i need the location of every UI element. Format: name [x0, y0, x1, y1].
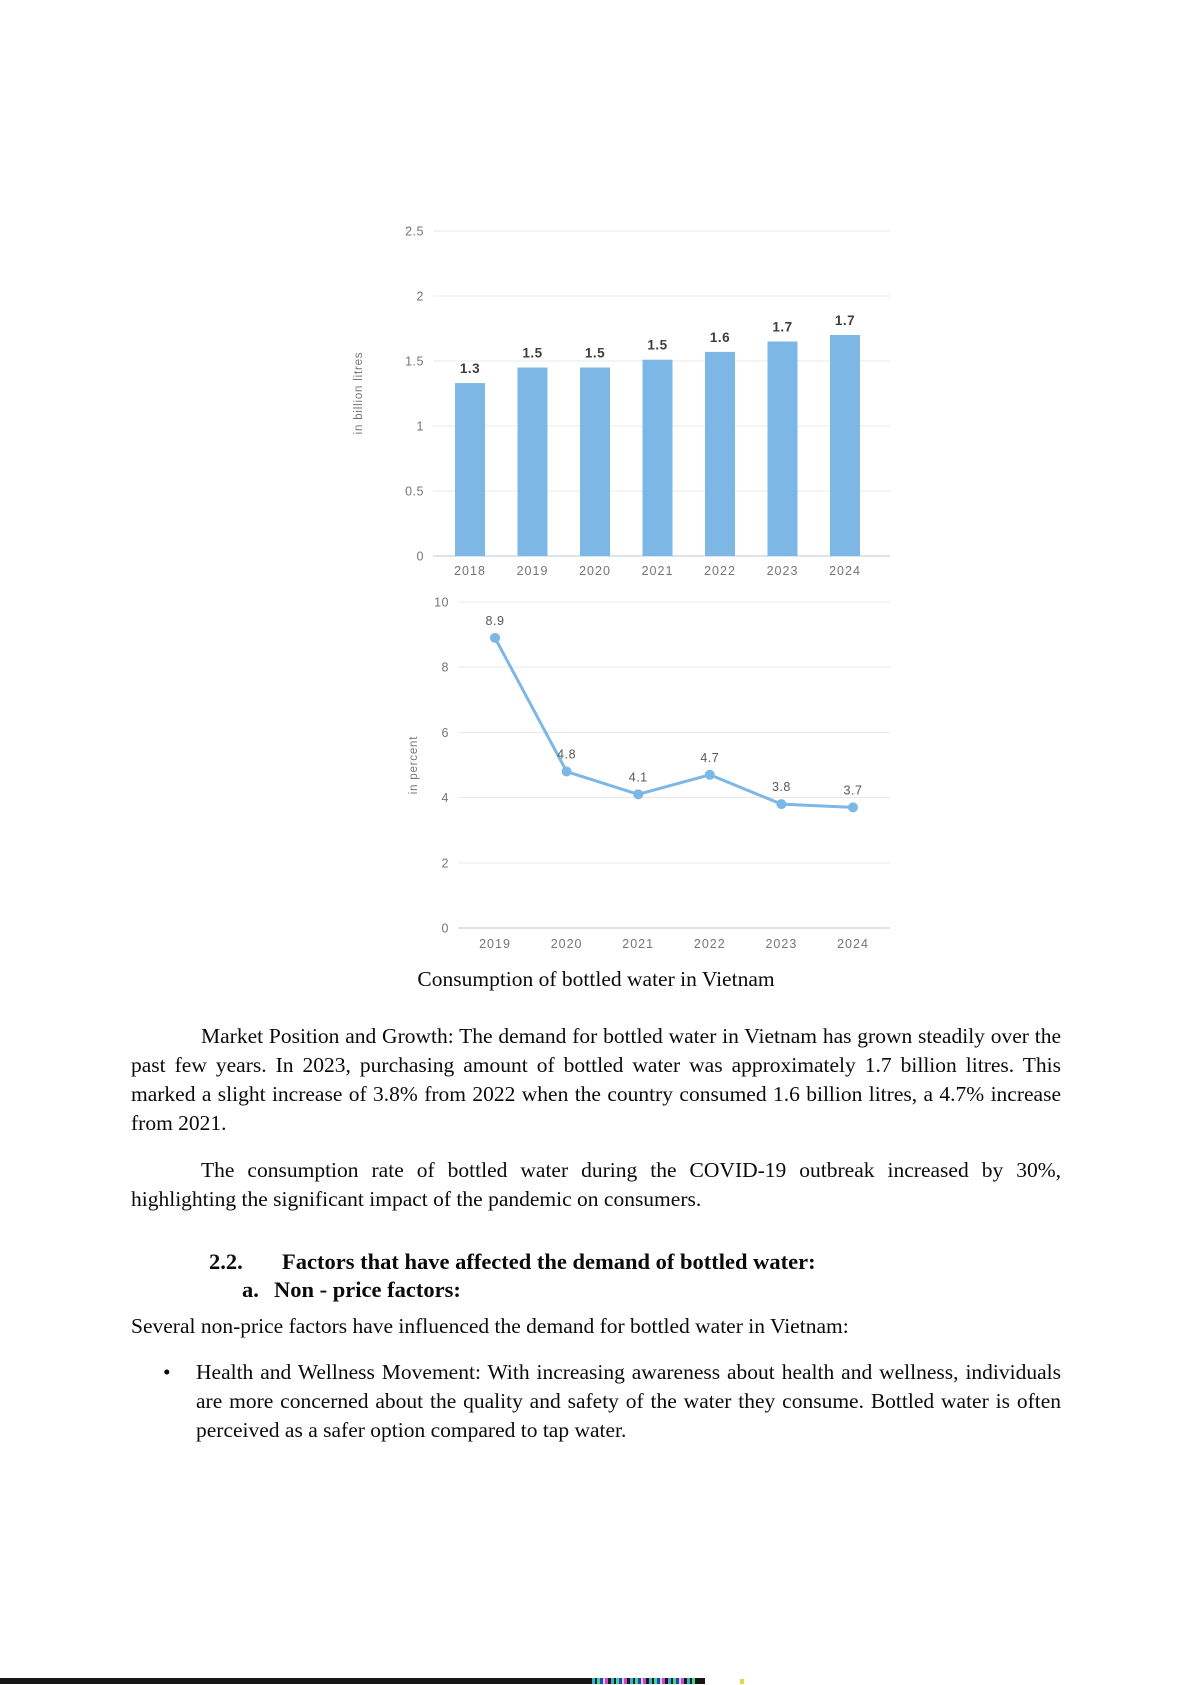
- data-point-2020: [562, 767, 572, 777]
- paragraph-market-position: Market Position and Growth: The demand for bottled water in Vietnam has grown steadily over the past few years. In 2023, purchasing amount of bottled water was approximately 1.7 billion litres. This marked a slight increase of 3.8% from 2022 when the country consumed 1.6 billion litres, a 4.7% increase from 2021.: [131, 1024, 1061, 1135]
- point-value-label: 3.7: [843, 783, 863, 798]
- bar-2024: [830, 335, 860, 556]
- data-point-2022: [705, 770, 715, 780]
- bar-2023: [768, 342, 798, 557]
- subsection-heading: [242, 1275, 461, 1304]
- y-tick-label: 1.5: [405, 354, 424, 369]
- line-series: [495, 638, 853, 808]
- y-tick-label: 0.5: [405, 484, 424, 499]
- bar-2021: [643, 360, 673, 556]
- page-bottom-cutoff-yellow-mark: [740, 1679, 744, 1684]
- data-point-2024: [848, 802, 858, 812]
- paragraph-nonprice-intro: Several non-price factors have influenced the demand for bottled water in Vietnam:: [131, 1314, 849, 1338]
- x-tick-label: 2019: [516, 564, 549, 578]
- y-tick-label: 4: [441, 791, 449, 806]
- x-tick-label: 2019: [479, 937, 511, 951]
- bar-value-label: 1.7: [834, 313, 856, 328]
- page-bottom-cutoff-dash: [695, 1678, 705, 1684]
- x-tick-label: 2021: [622, 937, 655, 951]
- point-value-label: 4.1: [628, 770, 648, 785]
- x-tick-label: 2020: [550, 937, 583, 951]
- bullet-marker: •: [163, 1360, 171, 1384]
- point-value-label: 8.9: [485, 613, 505, 628]
- y-tick-label: 1: [416, 419, 424, 434]
- data-point-2023: [776, 799, 786, 809]
- x-tick-label: 2022: [704, 564, 736, 578]
- bar-2018: [455, 383, 485, 556]
- page-bottom-cutoff-bar: [0, 1678, 592, 1684]
- y-tick-label: 0: [416, 549, 424, 564]
- bar-value-label: 1.6: [709, 329, 731, 345]
- y-axis-title: in percent: [408, 735, 420, 795]
- data-point-2021: [633, 789, 643, 799]
- bottled-water-bar-chart: [335, 195, 915, 595]
- bullet-item-health-wellness: Health and Wellness Movement: With increasing awareness about health and wellness, individuals are more concerned about the quality and safety of the water they consume. Bottled water is often perceived as a safer option compared to tap water.: [196, 1360, 1061, 1442]
- x-tick-label: 2020: [579, 564, 611, 578]
- y-tick-label: 8: [441, 660, 449, 675]
- y-tick-label: 0: [441, 921, 449, 936]
- section-heading: [209, 1247, 816, 1276]
- point-value-label: 3.8: [771, 780, 791, 795]
- x-tick-label: 2024: [829, 564, 861, 578]
- subsection-heading-number: a.: [242, 1277, 259, 1302]
- data-point-2019: [490, 633, 500, 643]
- x-tick-label: 2018: [454, 564, 486, 578]
- section-heading-number: 2.2.: [209, 1249, 243, 1274]
- subsection-heading-text: Non - price factors:: [274, 1277, 461, 1302]
- bar-value-label: 1.3: [459, 361, 481, 377]
- point-value-label: 4.7: [700, 750, 720, 765]
- bar-value-label: 1.5: [647, 337, 668, 353]
- section-heading-text: Factors that have affected the demand of bottled water:: [282, 1249, 816, 1274]
- x-tick-label: 2024: [837, 937, 869, 951]
- y-tick-label: 6: [441, 725, 449, 740]
- figure-caption: Consumption of bottled water in Vietnam: [417, 967, 775, 991]
- y-tick-label: 2: [416, 289, 424, 304]
- bar-2022: [705, 352, 735, 556]
- y-tick-label: 2.5: [405, 224, 424, 239]
- bar-2020: [580, 368, 610, 557]
- bar-value-label: 1.7: [772, 319, 793, 335]
- growth-rate-line-chart: [335, 545, 915, 965]
- x-tick-label: 2022: [693, 937, 726, 951]
- x-tick-label: 2021: [641, 564, 674, 578]
- bar-value-label: 1.5: [522, 345, 543, 361]
- point-value-label: 4.8: [557, 747, 577, 762]
- y-tick-label: 2: [441, 856, 449, 871]
- paragraph-covid-impact: The consumption rate of bottled water during the COVID-19 outbreak increased by 30%, highlighting the significant impact of the pandemic on consumers.: [131, 1158, 1061, 1211]
- bar-value-label: 1.5: [584, 345, 606, 361]
- y-tick-label: 10: [434, 595, 449, 610]
- x-tick-label: 2023: [766, 564, 799, 578]
- x-tick-label: 2023: [765, 937, 798, 951]
- y-axis-title: in billion litres: [353, 351, 365, 435]
- bar-2019: [518, 368, 548, 557]
- page-bottom-cutoff-mosaic: [592, 1678, 695, 1684]
